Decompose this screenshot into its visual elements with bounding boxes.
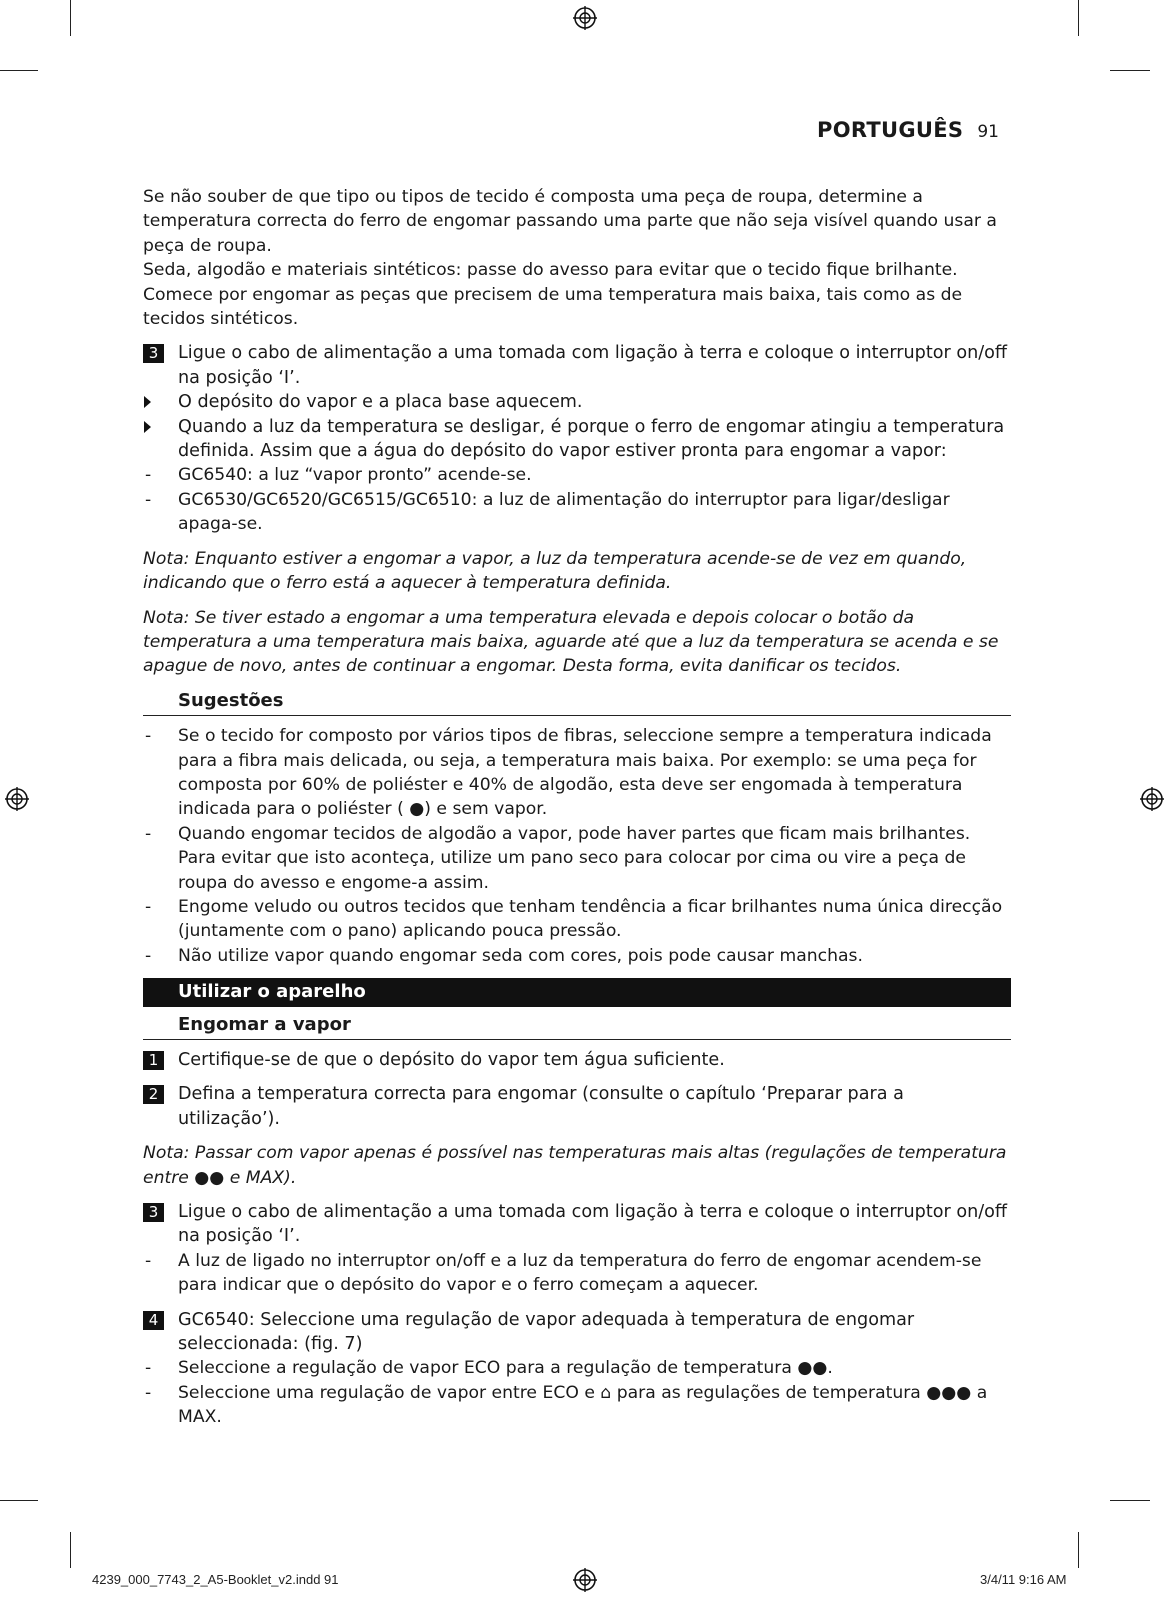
step-2 [143,1082,1011,1131]
step-number: 1 [143,1051,164,1070]
tip-item [143,895,1011,944]
result-bullet [143,415,1011,464]
crop-mark [1078,1532,1079,1568]
dash-marker: - [145,896,152,917]
registration-mark-icon [1140,787,1164,811]
step-4 [143,1308,1011,1357]
tip-text: Quando engomar tecidos de algodão a vapor, pode haver partes que ficam mais brilhantes. Para evitar que isto aconteça, utilize um pano seco para colocar por cima ou vire a peça de roupa do avesso e engome-a assim. [178,823,971,893]
dash-marker: - [145,1358,152,1379]
intro-paragraph: Seda, algodão e materiais sintéticos: passe do avesso para evitar que o tecido fique brilhante. [143,260,958,281]
step-number: 4 [143,1311,164,1330]
step-text: Ligue o cabo de alimentação a uma tomada com ligação à terra e coloque o interruptor on/off na posição ‘I’. [178,343,1008,388]
registration-mark-icon [573,6,597,30]
step-text: Defina a temperatura correcta para engomar (consulte o capítulo ‘Preparar para a utilização’). [178,1084,904,1129]
footer-timestamp: 3/4/11 9:16 AM [980,1572,1067,1587]
list-item [143,1381,1011,1430]
crop-mark [1110,70,1150,71]
crop-mark [0,1500,38,1501]
tips-heading: Sugestões [143,689,1011,716]
list-item [143,1249,1011,1298]
triangle-bullet-icon [144,396,151,408]
crop-mark [70,0,71,36]
tip-text: Engome veludo ou outros tecidos que tenham tendência a ficar brilhantes numa única direcção (juntamente com o pano) aplicando pouca pressão. [178,896,1003,942]
step-3 [143,341,1011,390]
list-item [143,1356,1011,1380]
footer-filename: 4239_000_7743_2_A5-Booklet_v2.indd 91 [92,1572,339,1587]
bullet-text: Quando a luz da temperatura se desligar, é porque o ferro de engomar atingiu a temperatura definida. Assim que a água do depósito do vapor estiver pronta para engomar a vapor: [178,416,1005,462]
step-text: GC6540: Seleccione uma regulação de vapor adequada à temperatura de engomar seleccionada: (fig. 7) [178,1309,915,1355]
section-heading: Utilizar o aparelho [143,978,1011,1006]
note: Nota: Se tiver estado a engomar a uma temperatura elevada e depois colocar o botão da temperatura a uma temperatura mais baixa, aguarde até que a luz da temperatura se acenda e se apague de novo, antes de continuar a engomar. Desta forma, evita danificar os tecidos. [143,607,999,677]
list-item-text: GC6540: a luz “vapor pronto” acende-se. [178,465,532,486]
note: Nota: Enquanto estiver a engomar a vapor, a luz da temperatura acende-se de vez em quando, indicando que o ferro está a aquecer à temperatura definida. [143,548,967,594]
step-number: 2 [143,1085,164,1104]
triangle-bullet-icon [144,421,151,433]
dash-marker: - [145,945,152,966]
list-item-text: Seleccione a regulação de vapor ECO para a regulação de temperatura ●●. [178,1358,833,1379]
list-item [143,488,1011,537]
note: Nota: Passar com vapor apenas é possível nas temperaturas mais altas (regulações de temperatura entre ●● e MAX). [143,1143,1007,1188]
bullet-text: O depósito do vapor e a placa base aquecem. [178,392,583,413]
list-item-text: A luz de ligado no interruptor on/off e a luz da temperatura do ferro de engomar acendem-se para indicar que o depósito do vapor e o ferro começam a aquecer. [178,1250,982,1296]
page-number: 91 [977,122,999,142]
tip-text: Se o tecido for composto por vários tipos de fibras, seleccione sempre a temperatura indicada para a fibra mais delicada, ou seja, a temperatura mais baixa. Por exemplo: se uma peça for composta por 60% de poliéster e 40% de algodão, esta deve ser engomada à temperatura indicada para o poliéster ( ●) e sem vapor. [178,726,992,820]
intro-paragraph: Se não souber de que tipo ou tipos de tecido é composta uma peça de roupa, determine a temperatura correcta do ferro de engomar passando uma parte que não seja visível quando usar a peça de roupa. [143,187,997,256]
list-item [143,463,1011,487]
step-number: 3 [143,1203,164,1222]
step-text: Certifique-se de que o depósito do vapor tem água suficiente. [178,1050,725,1070]
list-item-text: GC6530/GC6520/GC6515/GC6510: a luz de alimentação do interruptor para ligar/desligar apaga-se. [178,489,950,535]
result-bullet [143,390,1011,414]
crop-mark [70,1532,71,1568]
dash-marker: - [145,1250,152,1271]
tip-item [143,944,1011,968]
language-label: PORTUGUÊS [817,118,964,142]
step-1 [143,1048,1011,1072]
tip-item [143,724,1011,822]
crop-mark [1078,0,1079,36]
intro-block [143,185,1011,331]
tip-item [143,822,1011,895]
registration-mark-icon [573,1568,597,1592]
intro-paragraph: Comece por engomar as peças que precisem de uma temperatura mais baixa, tais como as de tecidos sintéticos. [143,284,963,330]
dash-marker: - [145,489,152,510]
page-content [143,185,1011,1430]
subsection-heading: Engomar a vapor [143,1013,1011,1040]
page-header [817,118,999,142]
crop-mark [0,70,38,71]
step-number: 3 [143,344,164,363]
dash-marker: - [145,465,152,486]
dash-marker: - [145,726,152,747]
list-item-text: Seleccione uma regulação de vapor entre ECO e ⌂ para as regulações de temperatura ●●● a MAX. [178,1382,988,1428]
step-3 [143,1200,1011,1249]
dash-marker: - [145,823,152,844]
crop-mark [1110,1500,1150,1501]
dash-marker: - [145,1382,152,1403]
registration-mark-icon [5,787,29,811]
tip-text: Não utilize vapor quando engomar seda com cores, pois pode causar manchas. [178,945,863,966]
step-text: Ligue o cabo de alimentação a uma tomada com ligação à terra e coloque o interruptor on/off na posição ‘I’. [178,1202,1008,1247]
